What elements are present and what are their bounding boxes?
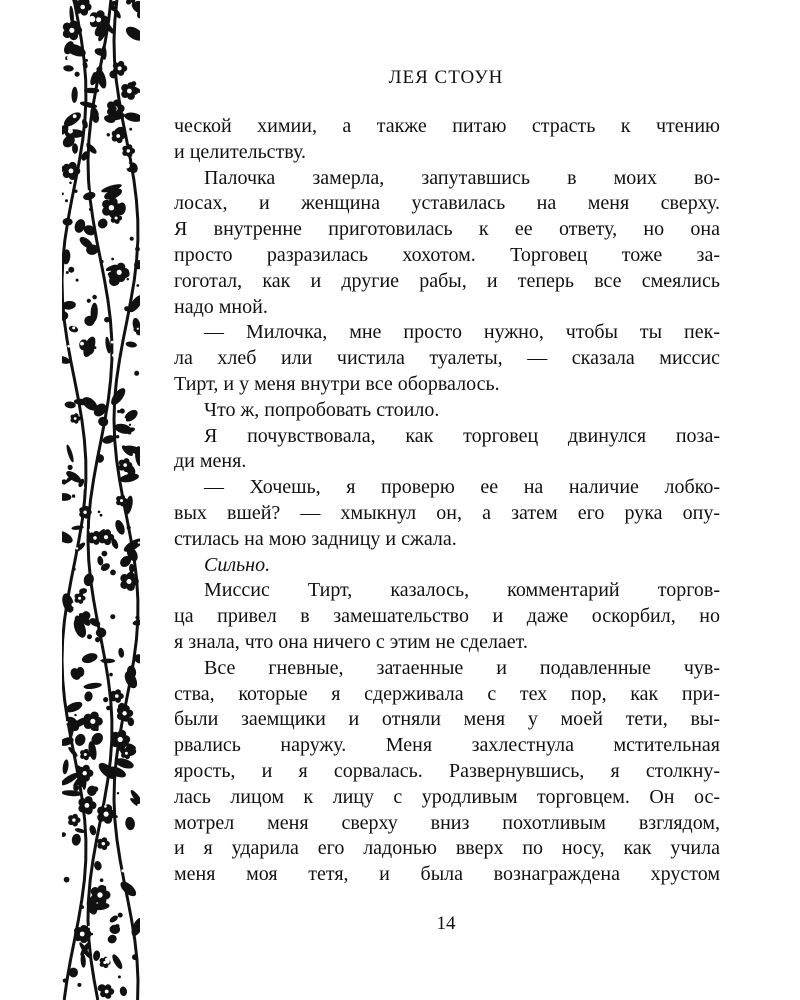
body-text (174, 114, 720, 888)
text-line: просто разразилась хохотом. Торговец тоже за- (174, 243, 720, 266)
text-line: гоготал, как и другие рабы, и теперь все смеялись (174, 269, 720, 292)
text-line: ди меня. (174, 450, 247, 473)
text-line: мотрел меня сверху вниз похотливым взглядом, (174, 811, 720, 834)
text-line: Все гневные, затаенные и подавленные чув- (204, 656, 720, 679)
text-line: Миссис Тирт, казалось, комментарий торгов- (204, 579, 720, 602)
text-line: Сильно. (204, 553, 271, 576)
text-line: ства, которые я сдерживала с тех пор, как при- (174, 682, 720, 705)
text-line: были заемщики и отняли меня у моей тети, вы- (174, 708, 720, 731)
text-line: вых вшей? — хмыкнул он, а затем его рука опу- (174, 501, 720, 524)
text-line: — Хочешь, я проверю ее на наличие лобко- (204, 476, 720, 499)
text-line: меня моя тетя, и была вознаграждена хрустом (174, 863, 720, 886)
text-line: Палочка замерла, запутавшись в моих во- (204, 166, 720, 189)
text-line: и я ударила его ладонью вверх по носу, как учила (174, 837, 720, 860)
text-line: рвались наружу. Меня захлестнула мстительная (174, 734, 720, 757)
text-line: лосах, и женщина уставилась на меня сверху. (174, 192, 720, 215)
text-line: ярость, и я сорвалась. Развернувшись, я столкну- (174, 759, 720, 782)
text-line: Что ж, попробовать стоило. (204, 398, 440, 421)
page-number: 14 (436, 913, 456, 934)
text-line: лась лицом к лицу с уродливым торговцем. Он ос- (174, 785, 720, 808)
text-line: Я почувствовала, как торговец двинулся поза- (204, 424, 720, 447)
text-line: и целительству. (174, 140, 307, 163)
floral-border-icon (62, 0, 140, 1000)
text-line: надо мной. (174, 295, 268, 318)
text-line: — Милочка, мне просто нужно, чтобы ты пек- (204, 321, 720, 344)
text-line: я знала, что она ничего с этим не сделает. (174, 630, 528, 653)
text-line: ла хлеб или чистила туалеты, — сказала миссис (174, 347, 720, 370)
text-line: Я внутренне приготовилась к ее ответу, но она (174, 218, 720, 241)
text-line: ца привел в замешательство и даже оскорбил, но (174, 605, 720, 628)
text-line: стилась на мою задницу и сжала. (174, 527, 457, 550)
text-line: ческой химии, а также питаю страсть к чтению (174, 115, 720, 137)
text-line: Тирт, и у меня внутри все оборвалось. (174, 372, 500, 395)
running-head: ЛЕЯ СТОУН (388, 67, 504, 88)
